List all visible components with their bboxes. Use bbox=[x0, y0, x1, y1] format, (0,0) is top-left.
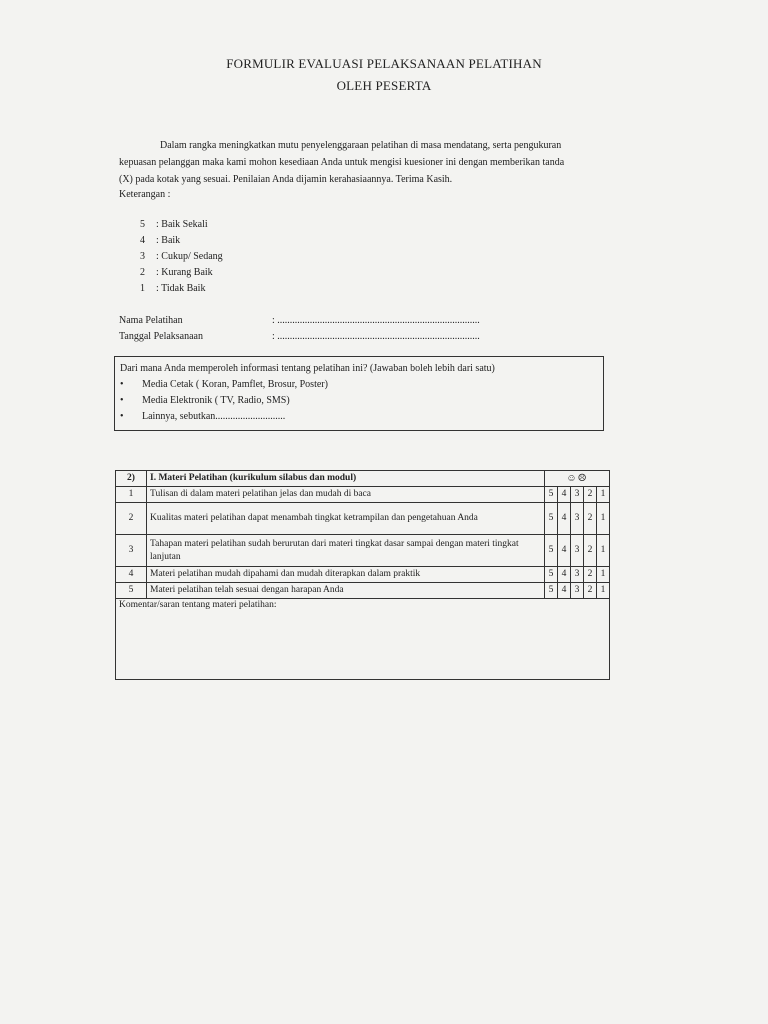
row-statement: Tulisan di dalam materi pelatihan jelas dan mudah di baca bbox=[147, 487, 545, 503]
info-source-box bbox=[114, 356, 604, 431]
scale-number: 1 bbox=[140, 283, 145, 294]
scale-number: 4 bbox=[140, 235, 145, 246]
bullet-icon: • bbox=[120, 379, 124, 390]
intro-line-3: (X) pada kotak yang sesuai. Penilaian Anda dijamin kerahasiaannya. Terima Kasih. bbox=[119, 174, 453, 185]
scale-number: 3 bbox=[140, 251, 145, 262]
scale-text: : Kurang Baik bbox=[156, 267, 213, 278]
score-5-cell[interactable]: 5 bbox=[545, 503, 558, 535]
score-5-cell[interactable]: 5 bbox=[545, 567, 558, 583]
score-5-cell[interactable]: 5 bbox=[545, 583, 558, 599]
tanggal-pelaksanaan-label: Tanggal Pelaksanaan bbox=[119, 331, 203, 342]
scale-text: : Cukup/ Sedang bbox=[156, 251, 223, 262]
score-4-cell[interactable]: 4 bbox=[558, 567, 571, 583]
score-3-cell[interactable]: 3 bbox=[571, 583, 584, 599]
row-number: 1 bbox=[116, 487, 147, 503]
scale-item bbox=[140, 219, 208, 230]
table-row bbox=[116, 487, 610, 503]
row-statement: Materi pelatihan mudah dipahami dan mudah diterapkan dalam praktik bbox=[147, 567, 545, 583]
scale-text: : Tidak Baik bbox=[156, 283, 206, 294]
scale-item bbox=[140, 235, 180, 246]
score-1-cell[interactable]: 1 bbox=[597, 583, 610, 599]
keterangan-label: Keterangan : bbox=[119, 189, 171, 200]
info-option-label: Lainnya, sebutkan............................ bbox=[142, 411, 286, 422]
row-number: 4 bbox=[116, 567, 147, 583]
tanggal-pelaksanaan-field[interactable]: : ................................................................................. bbox=[272, 331, 480, 342]
scale-item bbox=[140, 251, 223, 262]
score-3-cell[interactable]: 3 bbox=[571, 567, 584, 583]
table-row bbox=[116, 535, 610, 567]
scale-item bbox=[140, 283, 205, 294]
row-number: 3 bbox=[116, 535, 147, 567]
score-1-cell[interactable]: 1 bbox=[597, 503, 610, 535]
score-4-cell[interactable]: 4 bbox=[558, 487, 571, 503]
score-2-cell[interactable]: 2 bbox=[584, 535, 597, 567]
info-option-media-cetak[interactable] bbox=[120, 379, 328, 390]
section-title: I. Materi Pelatihan (kurikulum silabus dan modul) bbox=[147, 471, 545, 487]
row-statement: Kualitas materi pelatihan dapat menambah tingkat ketrampilan dan pengetahuan Anda bbox=[147, 503, 545, 535]
score-4-cell[interactable]: 4 bbox=[558, 503, 571, 535]
score-1-cell[interactable]: 1 bbox=[597, 535, 610, 567]
intro-line-1: Dalam rangka meningkatkan mutu penyelenggaraan pelatihan di masa mendatang, serta pengukuran bbox=[160, 140, 562, 151]
info-option-label: Media Elektronik ( TV, Radio, SMS) bbox=[142, 395, 290, 406]
scale-item bbox=[140, 267, 213, 278]
row-statement: Materi pelatihan telah sesuai dengan harapan Anda bbox=[147, 583, 545, 599]
nama-pelatihan-label: Nama Pelatihan bbox=[119, 315, 183, 326]
scale-number: 5 bbox=[140, 219, 145, 230]
score-5-cell[interactable]: 5 bbox=[545, 487, 558, 503]
score-3-cell[interactable]: 3 bbox=[571, 503, 584, 535]
score-2-cell[interactable]: 2 bbox=[584, 503, 597, 535]
score-4-cell[interactable]: 4 bbox=[558, 583, 571, 599]
score-5-cell[interactable]: 5 bbox=[545, 535, 558, 567]
tanggal-pelaksanaan-row bbox=[119, 331, 480, 342]
score-4-cell[interactable]: 4 bbox=[558, 535, 571, 567]
score-3-cell[interactable]: 3 bbox=[571, 487, 584, 503]
score-1-cell[interactable]: 1 bbox=[597, 567, 610, 583]
bullet-icon: • bbox=[120, 395, 124, 406]
row-number: 5 bbox=[116, 583, 147, 599]
row-statement: Tahapan materi pelatihan sudah berurutan dari materi tingkat dasar sampai dengan materi tingkat lanjutan bbox=[147, 535, 545, 567]
score-1-cell[interactable]: 1 bbox=[597, 487, 610, 503]
table-row bbox=[116, 503, 610, 535]
table-row bbox=[116, 567, 610, 583]
evaluation-table bbox=[115, 470, 610, 680]
form-title: FORMULIR EVALUASI PELAKSANAAN PELATIHAN bbox=[226, 56, 542, 71]
score-2-cell[interactable]: 2 bbox=[584, 567, 597, 583]
scale-text: : Baik Sekali bbox=[156, 219, 208, 230]
form-subtitle: OLEH PESERTA bbox=[336, 78, 432, 93]
score-3-cell[interactable]: 3 bbox=[571, 535, 584, 567]
score-2-cell[interactable]: 2 bbox=[584, 487, 597, 503]
info-option-lainnya[interactable] bbox=[120, 411, 285, 422]
scale-number: 2 bbox=[140, 267, 145, 278]
nama-pelatihan-field[interactable]: : ................................................................................. bbox=[272, 315, 480, 326]
info-option-media-elektronik[interactable] bbox=[120, 395, 290, 406]
smiley-frown-icons: ☺☹ bbox=[545, 471, 610, 487]
bullet-icon: • bbox=[120, 411, 124, 422]
section-number: 2) bbox=[116, 471, 147, 487]
info-source-question: Dari mana Anda memperoleh informasi tentang pelatihan ini? (Jawaban boleh lebih dari satu) bbox=[120, 363, 495, 374]
score-2-cell[interactable]: 2 bbox=[584, 583, 597, 599]
table-header-row bbox=[116, 471, 610, 487]
scale-text: : Baik bbox=[156, 235, 181, 246]
comment-row bbox=[116, 599, 610, 680]
comment-label: Komentar/saran tentang materi pelatihan: bbox=[119, 600, 277, 610]
nama-pelatihan-row bbox=[119, 315, 480, 326]
info-option-label: Media Cetak ( Koran, Pamflet, Brosur, Poster) bbox=[142, 379, 328, 390]
comment-field[interactable] bbox=[116, 599, 610, 680]
table-row bbox=[116, 583, 610, 599]
intro-line-2: kepuasan pelanggan maka kami mohon kesediaan Anda untuk mengisi kuesioner ini dengan memberikan tanda bbox=[119, 157, 565, 168]
row-number: 2 bbox=[116, 503, 147, 535]
